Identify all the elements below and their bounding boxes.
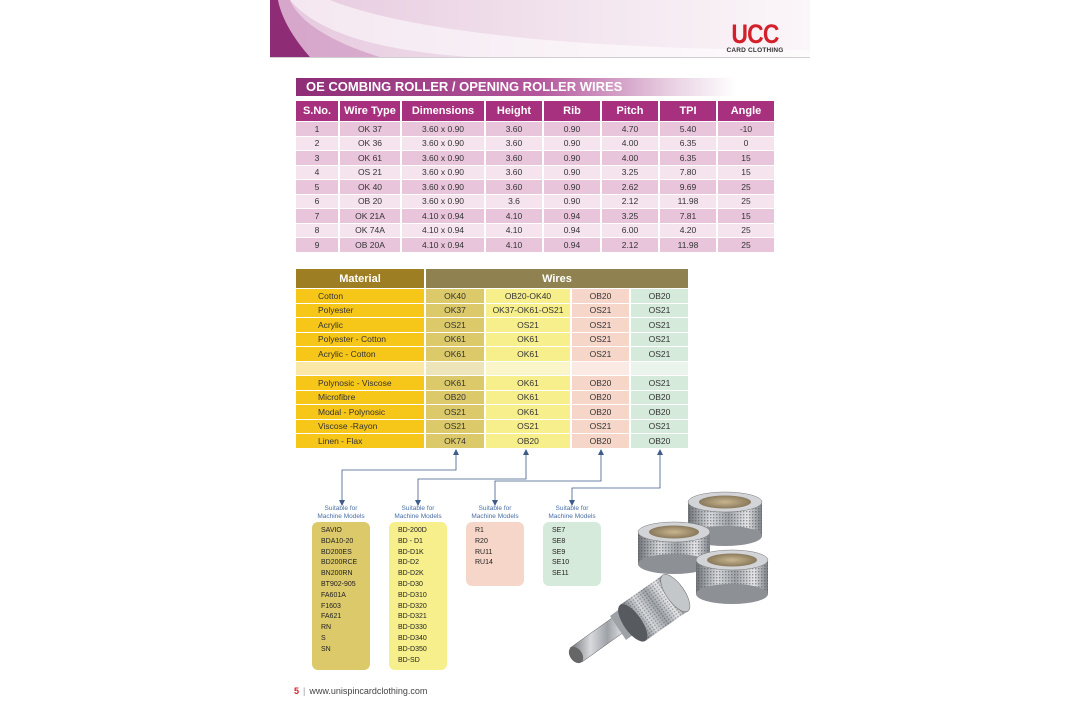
wire-cell: OB20: [631, 434, 688, 448]
spec-cell: 3.60: [486, 122, 542, 136]
spec-cell: 7: [296, 209, 338, 223]
wire-cell: OK61: [486, 333, 570, 347]
wire-cell: OK74: [426, 434, 484, 448]
machine-model-item: BD200RCE: [321, 559, 358, 567]
material-cell: Polyester - Cotton: [296, 333, 424, 347]
machine-model-item: BD-D350: [398, 645, 427, 653]
spec-header-cell: Angle: [718, 101, 774, 121]
machine-model-item: RU14: [475, 559, 493, 567]
spec-cell: 4: [296, 166, 338, 180]
wire-cell: OB20: [631, 289, 688, 303]
models-caption: Suitable for Machine Models: [548, 505, 596, 520]
spec-header-cell: TPI: [660, 101, 716, 121]
wire-cell: OK37-OK61-OS21: [486, 304, 570, 318]
spec-cell: -10: [718, 122, 774, 136]
spec-cell: 7.81: [660, 209, 716, 223]
spec-cell: 25: [718, 180, 774, 194]
spec-cell: OK 36: [340, 137, 400, 151]
machine-model-item: SE8: [552, 537, 566, 545]
material-cell: Modal - Polynosic: [296, 405, 424, 419]
spec-cell: OK 40: [340, 180, 400, 194]
spec-cell: 4.70: [602, 122, 658, 136]
connector-arrow-up-1: [453, 449, 459, 455]
machine-model-item: RN: [321, 624, 332, 632]
spec-cell: 4.00: [602, 137, 658, 151]
spec-cell: 11.98: [660, 195, 716, 209]
spec-cell: OK 74A: [340, 224, 400, 238]
catalog-page: [270, 0, 810, 720]
spec-cell: 2.62: [602, 180, 658, 194]
logo-text: UCC: [731, 19, 779, 49]
machine-model-item: F1603: [321, 602, 341, 610]
spec-cell: 3.25: [602, 209, 658, 223]
wire-cell: OB20: [572, 376, 629, 390]
spec-cell: 3.60: [486, 151, 542, 165]
spec-cell: 0.94: [544, 209, 600, 223]
page-footer: [294, 686, 427, 696]
roller-with-shaft: [566, 570, 695, 666]
machine-models-group-1: [312, 505, 370, 670]
spec-header-cell: Rib: [544, 101, 600, 121]
material-cell: Polynosic - Viscose: [296, 376, 424, 390]
machine-model-item: SE11: [552, 570, 569, 578]
wire-cell: OS21: [572, 333, 629, 347]
material-cell: Acrylic - Cotton: [296, 347, 424, 361]
connector-arrow-up-2: [523, 449, 529, 455]
machine-model-item: FA621: [321, 613, 342, 621]
wire-cell: OK61: [486, 391, 570, 405]
wire-cell: OS21: [631, 376, 688, 390]
connector-arrow-up-3: [598, 449, 604, 455]
wire-cell: OS21: [486, 318, 570, 332]
wire-cell: OS21: [486, 420, 570, 434]
spec-cell: 3.6: [486, 195, 542, 209]
spec-cell: 25: [718, 224, 774, 238]
roller-ring-right: [696, 550, 768, 604]
machine-model-item: R20: [475, 537, 488, 545]
wire-cell: OB20: [426, 391, 484, 405]
section-title: OE COMBING ROLLER / OPENING ROLLER WIRES: [296, 78, 736, 96]
models-box-3: [466, 522, 524, 586]
models-caption: Suitable for Machine Models: [394, 505, 442, 520]
wire-cell: OB20: [572, 289, 629, 303]
spec-cell: 3: [296, 151, 338, 165]
material-cell: Cotton: [296, 289, 424, 303]
wire-cell: OB20: [486, 434, 570, 448]
wire-cell: OK61: [486, 376, 570, 390]
spec-cell: 0.90: [544, 166, 600, 180]
spec-cell: 0.94: [544, 224, 600, 238]
spec-header-cell: Height: [486, 101, 542, 121]
spec-cell: 4.10 x 0.94: [402, 238, 484, 252]
spec-cell: 4.10 x 0.94: [402, 209, 484, 223]
machine-models-group-3: [466, 505, 524, 586]
spec-cell: 3.60: [486, 180, 542, 194]
spec-cell: 2.12: [602, 195, 658, 209]
machine-model-item: RU11: [475, 548, 493, 556]
wire-cell: OB20-OK40: [486, 289, 570, 303]
wire-cell: OS21: [631, 304, 688, 318]
wire-cell: OB20: [631, 391, 688, 405]
spec-cell: 3.25: [602, 166, 658, 180]
spec-cell: 3.60 x 0.90: [402, 180, 484, 194]
wire-cell: OK61: [426, 376, 484, 390]
spec-cell: OB 20A: [340, 238, 400, 252]
spec-cell: 4.00: [602, 151, 658, 165]
wire-cell: OS21: [572, 318, 629, 332]
spec-cell: 0.94: [544, 238, 600, 252]
machine-model-item: BD-D340: [398, 634, 427, 642]
spec-cell: 6.00: [602, 224, 658, 238]
machine-model-item: BD-D321: [398, 613, 427, 621]
wire-cell: OB20: [572, 391, 629, 405]
material-cell: Viscose -Rayon: [296, 420, 424, 434]
wire-cell: OK61: [486, 347, 570, 361]
spec-header-cell: Dimensions: [402, 101, 484, 121]
spec-cell: 3.60: [486, 166, 542, 180]
opening-rollers-photo: [566, 490, 796, 675]
spec-cell: OK 21A: [340, 209, 400, 223]
machine-model-item: FA601A: [321, 591, 346, 599]
wire-cell: OS21: [631, 347, 688, 361]
spec-cell: 9: [296, 238, 338, 252]
machine-model-item: BD - D1: [398, 537, 423, 545]
page-number: 5: [294, 686, 300, 696]
wire-cell: OK61: [426, 333, 484, 347]
machine-model-item: SN: [321, 645, 331, 653]
spec-cell: 0: [718, 137, 774, 151]
wire-cell: OS21: [631, 318, 688, 332]
spec-cell: 3.60: [486, 137, 542, 151]
models-box-1: [312, 522, 370, 670]
logo-subtitle: CARD CLOTHING: [726, 47, 784, 54]
spec-cell: 5.40: [660, 122, 716, 136]
machine-model-item: BD-D330: [398, 624, 427, 632]
spec-cell: OS 21: [340, 166, 400, 180]
spec-cell: 3.60 x 0.90: [402, 151, 484, 165]
wire-cell: OK37: [426, 304, 484, 318]
spec-header-cell: Pitch: [602, 101, 658, 121]
connector-arrow-up-4: [657, 449, 663, 455]
spec-cell: 25: [718, 195, 774, 209]
spec-cell: 4.10: [486, 224, 542, 238]
spec-cell: OK 37: [340, 122, 400, 136]
connector-line-2: [418, 452, 526, 504]
spec-cell: 6.35: [660, 137, 716, 151]
spec-cell: 0.90: [544, 195, 600, 209]
spec-cell: 3.60 x 0.90: [402, 166, 484, 180]
machine-model-item: BD-D320: [398, 602, 427, 610]
spec-header-cell: S.No.: [296, 101, 338, 121]
spec-cell: 0.90: [544, 151, 600, 165]
spec-cell: 3.60 x 0.90: [402, 195, 484, 209]
spec-cell: 9.69: [660, 180, 716, 194]
spec-cell: 5: [296, 180, 338, 194]
spec-cell: 4.10: [486, 209, 542, 223]
machine-model-item: BD-D1K: [398, 548, 424, 556]
machine-model-item: BD-D30: [398, 580, 423, 588]
wire-cell: OB20: [572, 434, 629, 448]
spec-cell: OB 20: [340, 195, 400, 209]
spec-cell: 1: [296, 122, 338, 136]
connector-line-1: [342, 452, 456, 504]
machine-model-item: BDA10-20: [321, 537, 354, 545]
spec-cell: 0.90: [544, 122, 600, 136]
models-caption: Suitable for Machine Models: [471, 505, 519, 520]
machine-model-item: R1: [475, 527, 484, 534]
spec-cell: 15: [718, 151, 774, 165]
machine-model-item: SE7: [552, 527, 566, 534]
machine-model-item: BN200RN: [321, 570, 353, 578]
wires-header: Wires: [426, 269, 688, 288]
spec-cell: 15: [718, 166, 774, 180]
machine-model-item: BD-200D: [398, 527, 427, 534]
wire-cell: OK40: [426, 289, 484, 303]
wire-cell: OS21: [572, 420, 629, 434]
machine-models-group-2: [389, 505, 447, 670]
wire-cell: OK61: [486, 405, 570, 419]
spec-cell: 11.98: [660, 238, 716, 252]
machine-model-item: SE10: [552, 559, 570, 567]
material-cell: Acrylic: [296, 318, 424, 332]
material-cell: Microfibre: [296, 391, 424, 405]
models-caption: Suitable for Machine Models: [317, 505, 365, 520]
machine-model-item: SE9: [552, 548, 566, 556]
spec-cell: 6: [296, 195, 338, 209]
wire-cell: OK61: [426, 347, 484, 361]
spec-header-cell: Wire Type: [340, 101, 400, 121]
spec-cell: 25: [718, 238, 774, 252]
machine-model-item: BT902-905: [321, 580, 356, 588]
machine-model-item: S: [321, 634, 326, 642]
footer-separator: |: [303, 686, 306, 696]
spec-cell: OK 61: [340, 151, 400, 165]
machine-model-item: BD-D2K: [398, 570, 424, 578]
wire-cell: OB20: [572, 405, 629, 419]
spec-cell: 2.12: [602, 238, 658, 252]
wire-cell: OS21: [572, 347, 629, 361]
website-link[interactable]: www.unispincardclothing.com: [309, 686, 428, 696]
machine-model-item: BD-SD: [398, 656, 420, 664]
material-header: Material: [296, 269, 424, 288]
spec-cell: 0.90: [544, 180, 600, 194]
wire-cell: OB20: [631, 405, 688, 419]
machine-model-item: BD-D2: [398, 559, 420, 567]
spec-cell: 7.80: [660, 166, 716, 180]
spec-cell: 4.20: [660, 224, 716, 238]
material-cell: Polyester: [296, 304, 424, 318]
spec-cell: 4.10 x 0.94: [402, 224, 484, 238]
spec-cell: 2: [296, 137, 338, 151]
spec-cell: 8: [296, 224, 338, 238]
spec-cell: 3.60 x 0.90: [402, 137, 484, 151]
models-box-2: [389, 522, 447, 670]
spec-cell: 3.60 x 0.90: [402, 122, 484, 136]
wire-cell: OS21: [426, 318, 484, 332]
spec-cell: 15: [718, 209, 774, 223]
machine-model-item: BD-D310: [398, 591, 427, 599]
material-cell: Linen - Flax: [296, 434, 424, 448]
wire-cell: OS21: [631, 333, 688, 347]
wire-cell: OS21: [572, 304, 629, 318]
wire-cell: OS21: [426, 420, 484, 434]
spec-cell: 6.35: [660, 151, 716, 165]
wire-cell: OS21: [426, 405, 484, 419]
wire-cell: OS21: [631, 420, 688, 434]
spec-cell: 0.90: [544, 137, 600, 151]
spec-cell: 4.10: [486, 238, 542, 252]
machine-model-item: BD200ES: [321, 548, 352, 556]
machine-model-item: SAVIO: [321, 527, 342, 534]
